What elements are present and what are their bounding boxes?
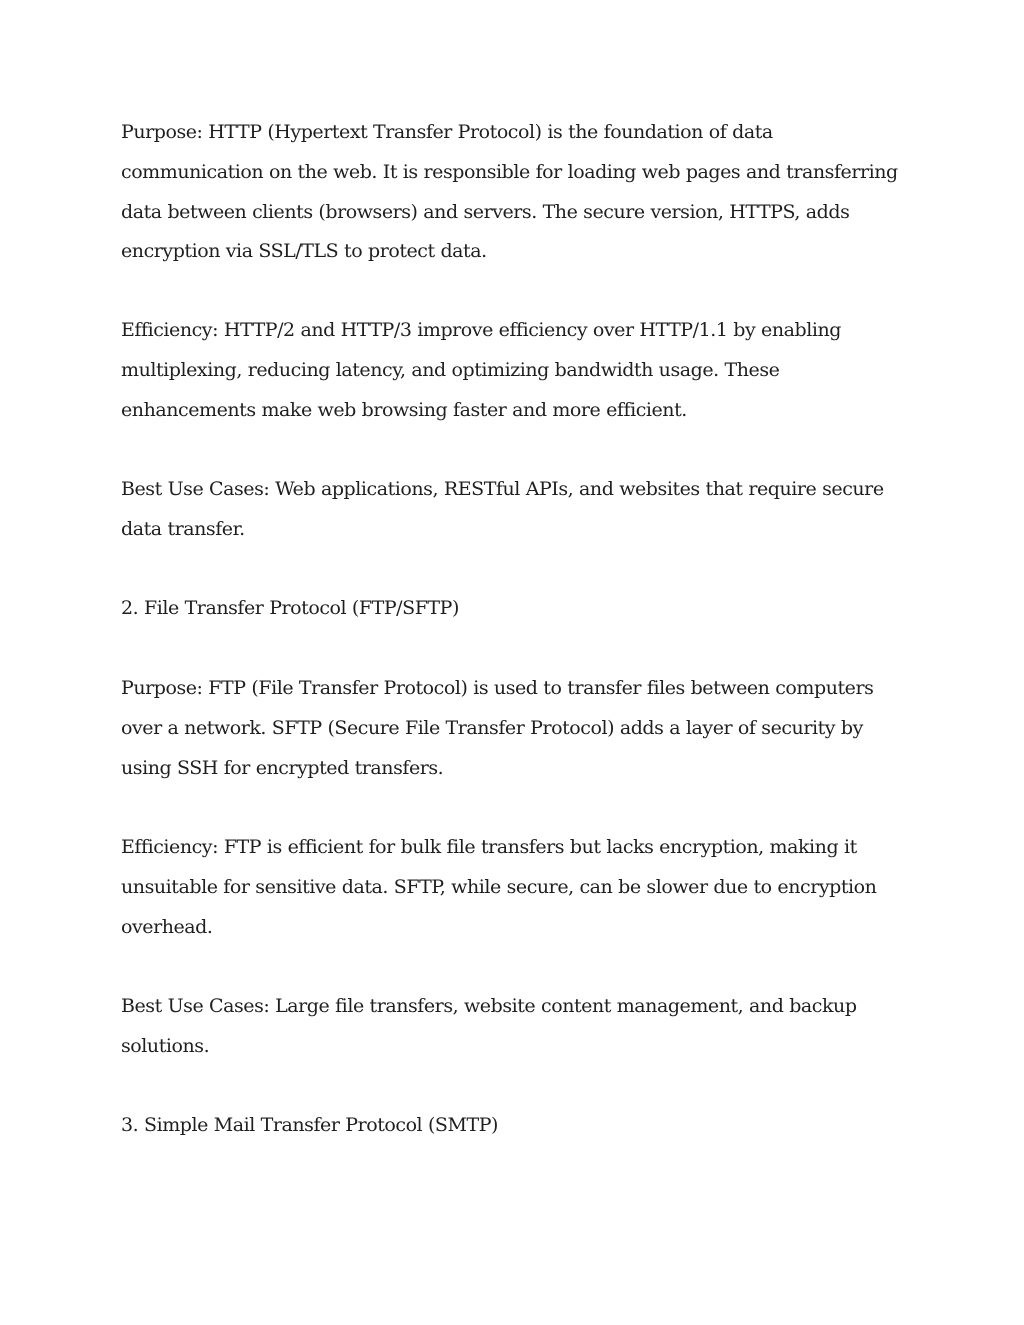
- http-use-cases-paragraph: Best Use Cases: Web applications, RESTful APIs, and websites that require secure data transfer.: [121, 478, 884, 540]
- http-efficiency-paragraph: Efficiency: HTTP/2 and HTTP/3 improve efficiency over HTTP/1.1 by enabling multiplexing, reducing latency, and optimizing bandwidth usage. These enhancements make web browsing faster and more efficient.: [121, 319, 841, 421]
- smtp-section-heading: 3. Simple Mail Transfer Protocol (SMTP): [121, 1114, 499, 1136]
- http-purpose-paragraph: Purpose: HTTP (Hypertext Transfer Protocol) is the foundation of data communication on the web. It is responsible for loading web pages and transferring data between clients (browsers) and servers. The secure version, HTTPS, adds encryption via SSL/TLS to protect data.: [121, 121, 898, 263]
- ftp-use-cases-paragraph: Best Use Cases: Large file transfers, website content management, and backup solutions.: [121, 995, 857, 1057]
- ftp-section-heading: 2. File Transfer Protocol (FTP/SFTP): [121, 597, 459, 619]
- ftp-efficiency-paragraph: Efficiency: FTP is efficient for bulk file transfers but lacks encryption, making it unsuitable for sensitive data. SFTP, while secure, can be slower due to encryption overhead.: [121, 836, 877, 938]
- ftp-purpose-paragraph: Purpose: FTP (File Transfer Protocol) is used to transfer files between computers over a network. SFTP (Secure File Transfer Protocol) adds a layer of security by using SSH for encrypted transfers.: [121, 677, 874, 779]
